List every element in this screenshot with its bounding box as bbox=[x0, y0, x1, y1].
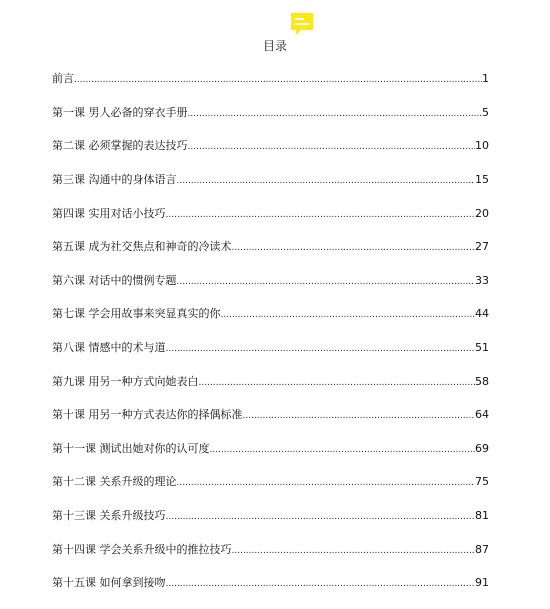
toc-page-number: 33 bbox=[475, 273, 489, 287]
toc-page-number: 10 bbox=[475, 139, 489, 153]
toc-entry-lesson-3[interactable] bbox=[52, 172, 489, 188]
toc-entry-label: 前言 bbox=[52, 72, 74, 85]
toc-entry-label: 第五课 成为社交焦点和神奇的冷读术 bbox=[52, 240, 232, 254]
toc-entry-lesson-15[interactable] bbox=[52, 575, 489, 591]
dot-leader bbox=[188, 139, 476, 155]
toc-page-number: 51 bbox=[475, 340, 489, 354]
toc-entry-label: 第十课 用另一种方式表达你的择偶标准 bbox=[52, 408, 243, 422]
toc-page-number: 69 bbox=[475, 441, 489, 455]
toc-entry-label: 第六课 对话中的惯例专题 bbox=[52, 273, 177, 287]
toc-entry-lesson-8[interactable] bbox=[52, 340, 489, 356]
toc-entry-label: 第三课 沟通中的身体语言 bbox=[52, 172, 177, 186]
toc-entry-preface[interactable] bbox=[52, 71, 489, 87]
toc-entry-label: 第八课 情感中的术与道 bbox=[52, 340, 166, 354]
toc-page-number: 81 bbox=[475, 508, 489, 522]
toc-page-number: 27 bbox=[475, 240, 489, 254]
toc-entry-lesson-10[interactable] bbox=[52, 407, 489, 423]
dot-leader bbox=[177, 173, 476, 189]
toc-entry-label: 第七课 学会用故事来突显真实的你 bbox=[52, 307, 221, 321]
dot-leader bbox=[232, 240, 476, 256]
toc-entry-lesson-14[interactable] bbox=[52, 542, 489, 558]
toc-entry-lesson-5[interactable] bbox=[52, 239, 489, 255]
toc-entry-label: 第九课 用另一种方式向她表白 bbox=[52, 374, 199, 388]
toc-page-number: 1 bbox=[482, 72, 489, 85]
dot-leader bbox=[166, 341, 476, 357]
toc-entry-label: 第一课 男人必备的穿衣手册 bbox=[52, 105, 188, 119]
toc-entry-lesson-2[interactable] bbox=[52, 138, 489, 154]
toc-page-number: 20 bbox=[475, 206, 489, 220]
toc-page-number: 64 bbox=[475, 408, 489, 422]
toc-page-number: 15 bbox=[475, 172, 489, 186]
toc-entry-label: 第四课 实用对话小技巧 bbox=[52, 206, 166, 220]
toc-entry-lesson-1[interactable] bbox=[52, 105, 489, 121]
dot-leader bbox=[221, 307, 476, 323]
toc-entry-lesson-6[interactable] bbox=[52, 273, 489, 289]
toc-entry-label: 第十四课 学会关系升级中的推拉技巧 bbox=[52, 542, 232, 556]
toc-entry-label: 第十一课 测试出她对你的认可度 bbox=[52, 441, 210, 455]
dot-leader bbox=[166, 509, 476, 525]
toc-page-number: 5 bbox=[482, 105, 489, 119]
toc-page-number: 44 bbox=[475, 307, 489, 321]
toc-entry-label: 第十三课 关系升级技巧 bbox=[52, 508, 166, 522]
dot-leader bbox=[166, 576, 476, 592]
dot-leader bbox=[177, 475, 476, 491]
dot-leader bbox=[166, 207, 476, 223]
toc-entry-lesson-4[interactable] bbox=[52, 206, 489, 222]
table-of-contents bbox=[52, 71, 489, 609]
page-title: 目录 bbox=[262, 39, 287, 53]
dot-leader bbox=[210, 442, 476, 458]
dot-leader bbox=[243, 408, 476, 424]
toc-page-number: 87 bbox=[475, 542, 489, 556]
toc-entry-label: 第二课 必须掌握的表达技巧 bbox=[52, 139, 188, 153]
toc-entry-lesson-9[interactable] bbox=[52, 374, 489, 390]
toc-entry-lesson-11[interactable] bbox=[52, 441, 489, 457]
dot-leader bbox=[74, 72, 482, 88]
toc-entry-lesson-12[interactable] bbox=[52, 474, 489, 490]
dot-leader bbox=[199, 375, 476, 391]
dot-leader bbox=[177, 274, 476, 290]
dot-leader bbox=[232, 543, 476, 559]
toc-entry-lesson-13[interactable] bbox=[52, 508, 489, 524]
comment-icon bbox=[289, 11, 315, 37]
toc-entry-label: 第十二课 关系升级的理论 bbox=[52, 475, 177, 489]
toc-entry-lesson-7[interactable] bbox=[52, 306, 489, 322]
dot-leader bbox=[188, 106, 483, 122]
toc-page-number: 58 bbox=[475, 374, 489, 388]
toc-entry-label: 第十五课 如何拿到接吻 bbox=[52, 576, 166, 590]
toc-page-number: 75 bbox=[475, 475, 489, 489]
toc-page-number: 91 bbox=[475, 576, 489, 590]
